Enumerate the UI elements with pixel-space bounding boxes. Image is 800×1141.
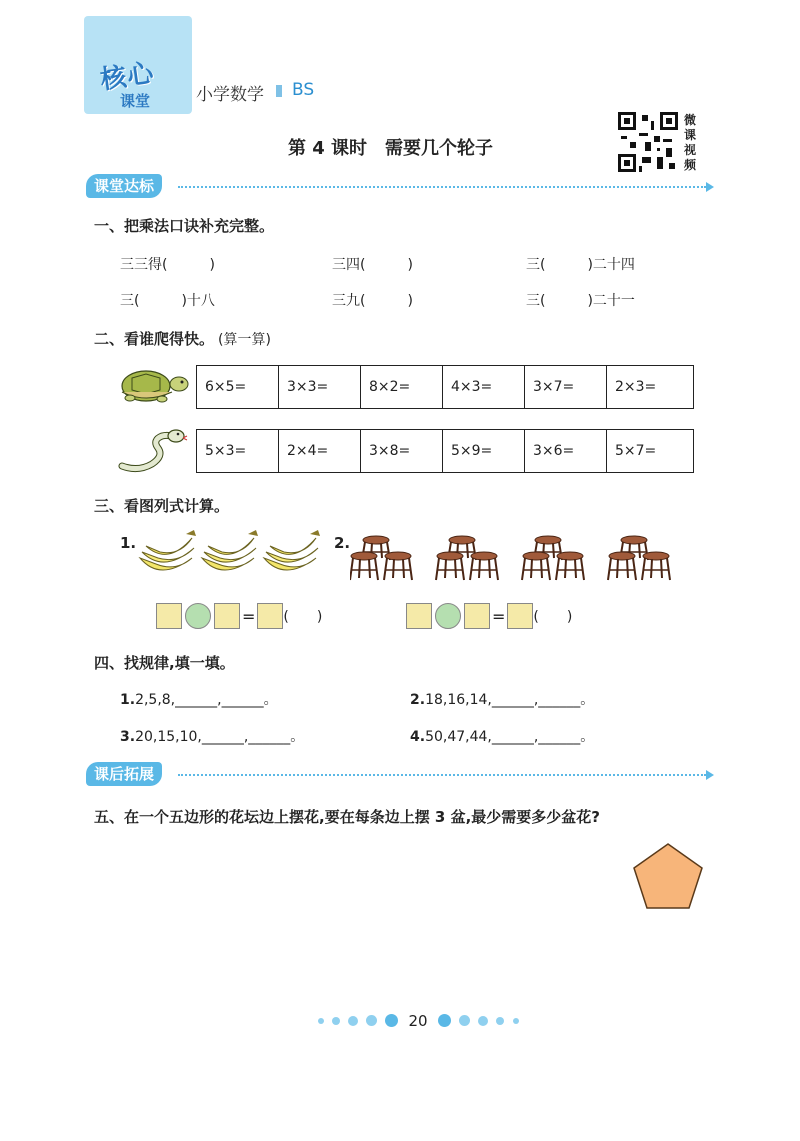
section-banner-extension	[86, 762, 714, 788]
page-number-area	[316, 1010, 486, 1030]
snake-calc-table	[196, 429, 694, 473]
lesson-title: 第 4 课时 需要几个轮子	[288, 138, 494, 159]
equals-sign: =	[242, 606, 256, 626]
q4-item-num: 4.	[410, 729, 426, 745]
calc-cell[interactable]: 4×3=	[443, 366, 525, 408]
equals-sign: =	[492, 606, 506, 626]
answer-square[interactable]	[214, 603, 240, 629]
q3-equation-1	[156, 603, 322, 629]
q1-title: 一、把乘法口诀补充完整。	[94, 217, 275, 235]
q1-item: 三三得( )	[120, 257, 215, 273]
calc-cell[interactable]: 5×9=	[443, 430, 525, 472]
q1-item: 三( )十八	[120, 293, 215, 309]
pentagon-flowerbed-icon	[632, 842, 704, 910]
decor-dot	[385, 1014, 398, 1027]
decor-dot	[496, 1017, 504, 1025]
qr-code-icon[interactable]	[618, 112, 678, 172]
q4-item-seq[interactable]: 50,47,44,______,______。	[425, 729, 595, 745]
section-tab-practice: 课堂达标	[86, 174, 162, 198]
answer-paren[interactable]: ( )	[533, 609, 573, 625]
q4-item-seq[interactable]: 20,15,10,______,______。	[135, 729, 305, 745]
q4-item-num: 2.	[410, 692, 426, 708]
q3-num-2: 2.	[334, 534, 351, 552]
calc-cell[interactable]: 3×7=	[525, 366, 607, 408]
answer-square[interactable]	[507, 603, 533, 629]
calc-cell[interactable]: 2×3=	[615, 379, 657, 395]
decor-dot	[478, 1016, 488, 1026]
decor-dot	[348, 1016, 358, 1026]
q4-item	[410, 726, 594, 746]
section-tab-extension: 课后拓展	[86, 762, 162, 786]
decor-dot	[332, 1017, 340, 1025]
decor-dot	[513, 1018, 519, 1024]
snake-icon	[118, 426, 188, 474]
q4-item-seq[interactable]: 18,16,14,______,______。	[425, 692, 595, 708]
q1-item: 三( )二十一	[526, 293, 635, 309]
calc-cell[interactable]: 5×3=	[197, 430, 279, 472]
q3-equation-2	[406, 603, 572, 629]
banner-arrow-icon	[706, 182, 714, 192]
stools-image	[350, 530, 694, 582]
calc-cell[interactable]: 3×8=	[361, 430, 443, 472]
bananas-image	[136, 528, 322, 584]
turtle-icon	[116, 364, 190, 406]
calc-cell[interactable]: 3×3=	[279, 366, 361, 408]
banner-arrow-icon	[706, 770, 714, 780]
answer-square[interactable]	[464, 603, 490, 629]
q4-title: 四、找规律,填一填。	[94, 654, 235, 672]
calc-cell[interactable]: 5×7=	[615, 443, 657, 459]
decor-dot	[318, 1018, 324, 1024]
q5-title: 五、在一个五边形的花坛边上摆花,要在每条边上摆 3 盆,最少需要多少盆花?	[94, 808, 600, 826]
answer-square[interactable]	[156, 603, 182, 629]
q4-item-num: 3.	[120, 729, 136, 745]
q1-item: 三( )二十四	[526, 257, 635, 273]
calc-cell[interactable]: 8×2=	[361, 366, 443, 408]
q3-num-1: 1.	[120, 534, 137, 552]
answer-square[interactable]	[257, 603, 283, 629]
brand-logo-subtext: 课堂	[120, 92, 151, 110]
brand-logo-text: 核心	[98, 58, 157, 96]
q3-title: 三、看图列式计算。	[94, 497, 230, 515]
operator-circle[interactable]	[435, 603, 461, 629]
q4-item-seq[interactable]: 2,5,8,______,______。	[135, 692, 278, 708]
q4-item	[410, 689, 594, 709]
banner-dotted-line	[178, 186, 706, 188]
q2-title: 二、看谁爬得快。	[94, 330, 215, 348]
header-edition: BS	[292, 80, 315, 100]
decor-dot	[366, 1015, 377, 1026]
decor-dot	[459, 1015, 470, 1026]
decor-dot	[438, 1014, 451, 1027]
q1-item: 三九( )	[332, 293, 413, 309]
qr-label: 微课视频	[684, 113, 697, 172]
answer-paren[interactable]: ( )	[283, 609, 323, 625]
q4-item-num: 1.	[120, 692, 136, 708]
q1-item: 三四( )	[332, 257, 413, 273]
q4-item	[120, 726, 304, 746]
banner-dotted-line	[178, 774, 706, 776]
q4-item	[120, 689, 278, 709]
calc-cell[interactable]: 2×4=	[279, 430, 361, 472]
header-subject: 小学数学	[196, 85, 264, 105]
page-number: 20	[408, 1011, 428, 1030]
calc-cell[interactable]: 6×5=	[197, 366, 279, 408]
q2-note: (算一算)	[218, 332, 271, 348]
operator-circle[interactable]	[185, 603, 211, 629]
turtle-calc-table	[196, 365, 694, 409]
answer-square[interactable]	[406, 603, 432, 629]
calc-cell[interactable]: 3×6=	[525, 430, 607, 472]
header-separator	[276, 85, 282, 97]
section-banner-practice	[86, 174, 714, 200]
